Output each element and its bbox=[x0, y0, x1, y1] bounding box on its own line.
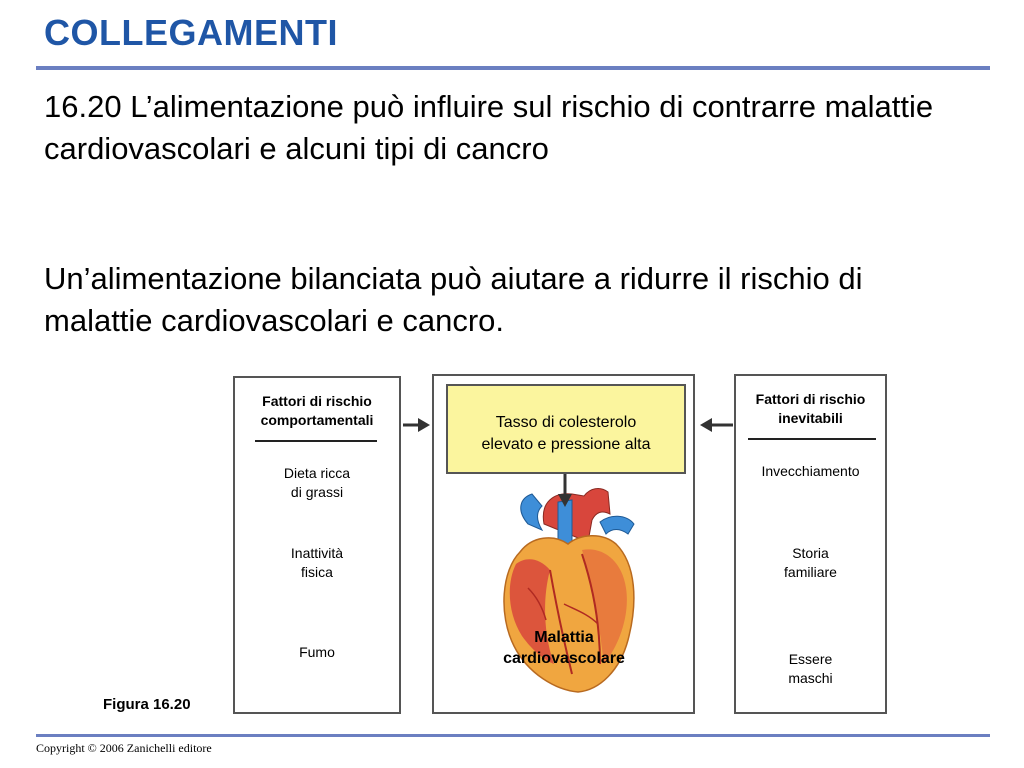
factor-line: Dieta ricca bbox=[283, 465, 351, 481]
heading-line: inevitabili bbox=[778, 410, 843, 426]
factor-line: Fumo bbox=[299, 644, 335, 660]
factor-line: fisica bbox=[301, 564, 333, 580]
box-line: Tasso di colesterolo bbox=[495, 414, 637, 431]
page-title: COLLEGAMENTI bbox=[44, 12, 338, 53]
factor-line: Inattività bbox=[290, 545, 344, 561]
heading-line: comportamentali bbox=[260, 412, 374, 428]
body-paragraph: Un’alimentazione bilanciata può aiutare a ridurre il rischio di malattie cardiovascolari e cancro. bbox=[44, 261, 863, 338]
factor-line: Invecchiamento bbox=[761, 463, 860, 479]
arrow-left-icon bbox=[700, 418, 733, 432]
factor-line: Essere bbox=[788, 651, 833, 667]
heading-line: Fattori di rischio bbox=[262, 393, 372, 409]
footer-divider bbox=[36, 734, 990, 737]
arrow-down-icon bbox=[558, 474, 572, 507]
figure-caption: Figura 16.20 bbox=[103, 696, 191, 713]
factor-line: Storia bbox=[792, 545, 829, 561]
box-line: elevato e pressione alta bbox=[481, 436, 651, 453]
factor-line: maschi bbox=[788, 670, 833, 686]
heart-label-line: Malattia bbox=[534, 629, 594, 646]
arrow-right-icon bbox=[403, 418, 430, 432]
factor-line: familiare bbox=[784, 564, 837, 580]
heading-line: Fattori di rischio bbox=[755, 391, 866, 407]
factor-line: di grassi bbox=[290, 484, 344, 500]
copyright-notice: Copyright © 2006 Zanichelli editore bbox=[36, 741, 212, 755]
heart-label-line: cardiovascolare bbox=[503, 650, 625, 667]
section-subtitle: 16.20 L’alimentazione può influire sul rischio di contrarre malattie cardiovascolari e alcuni tipi di cancro bbox=[44, 89, 934, 166]
